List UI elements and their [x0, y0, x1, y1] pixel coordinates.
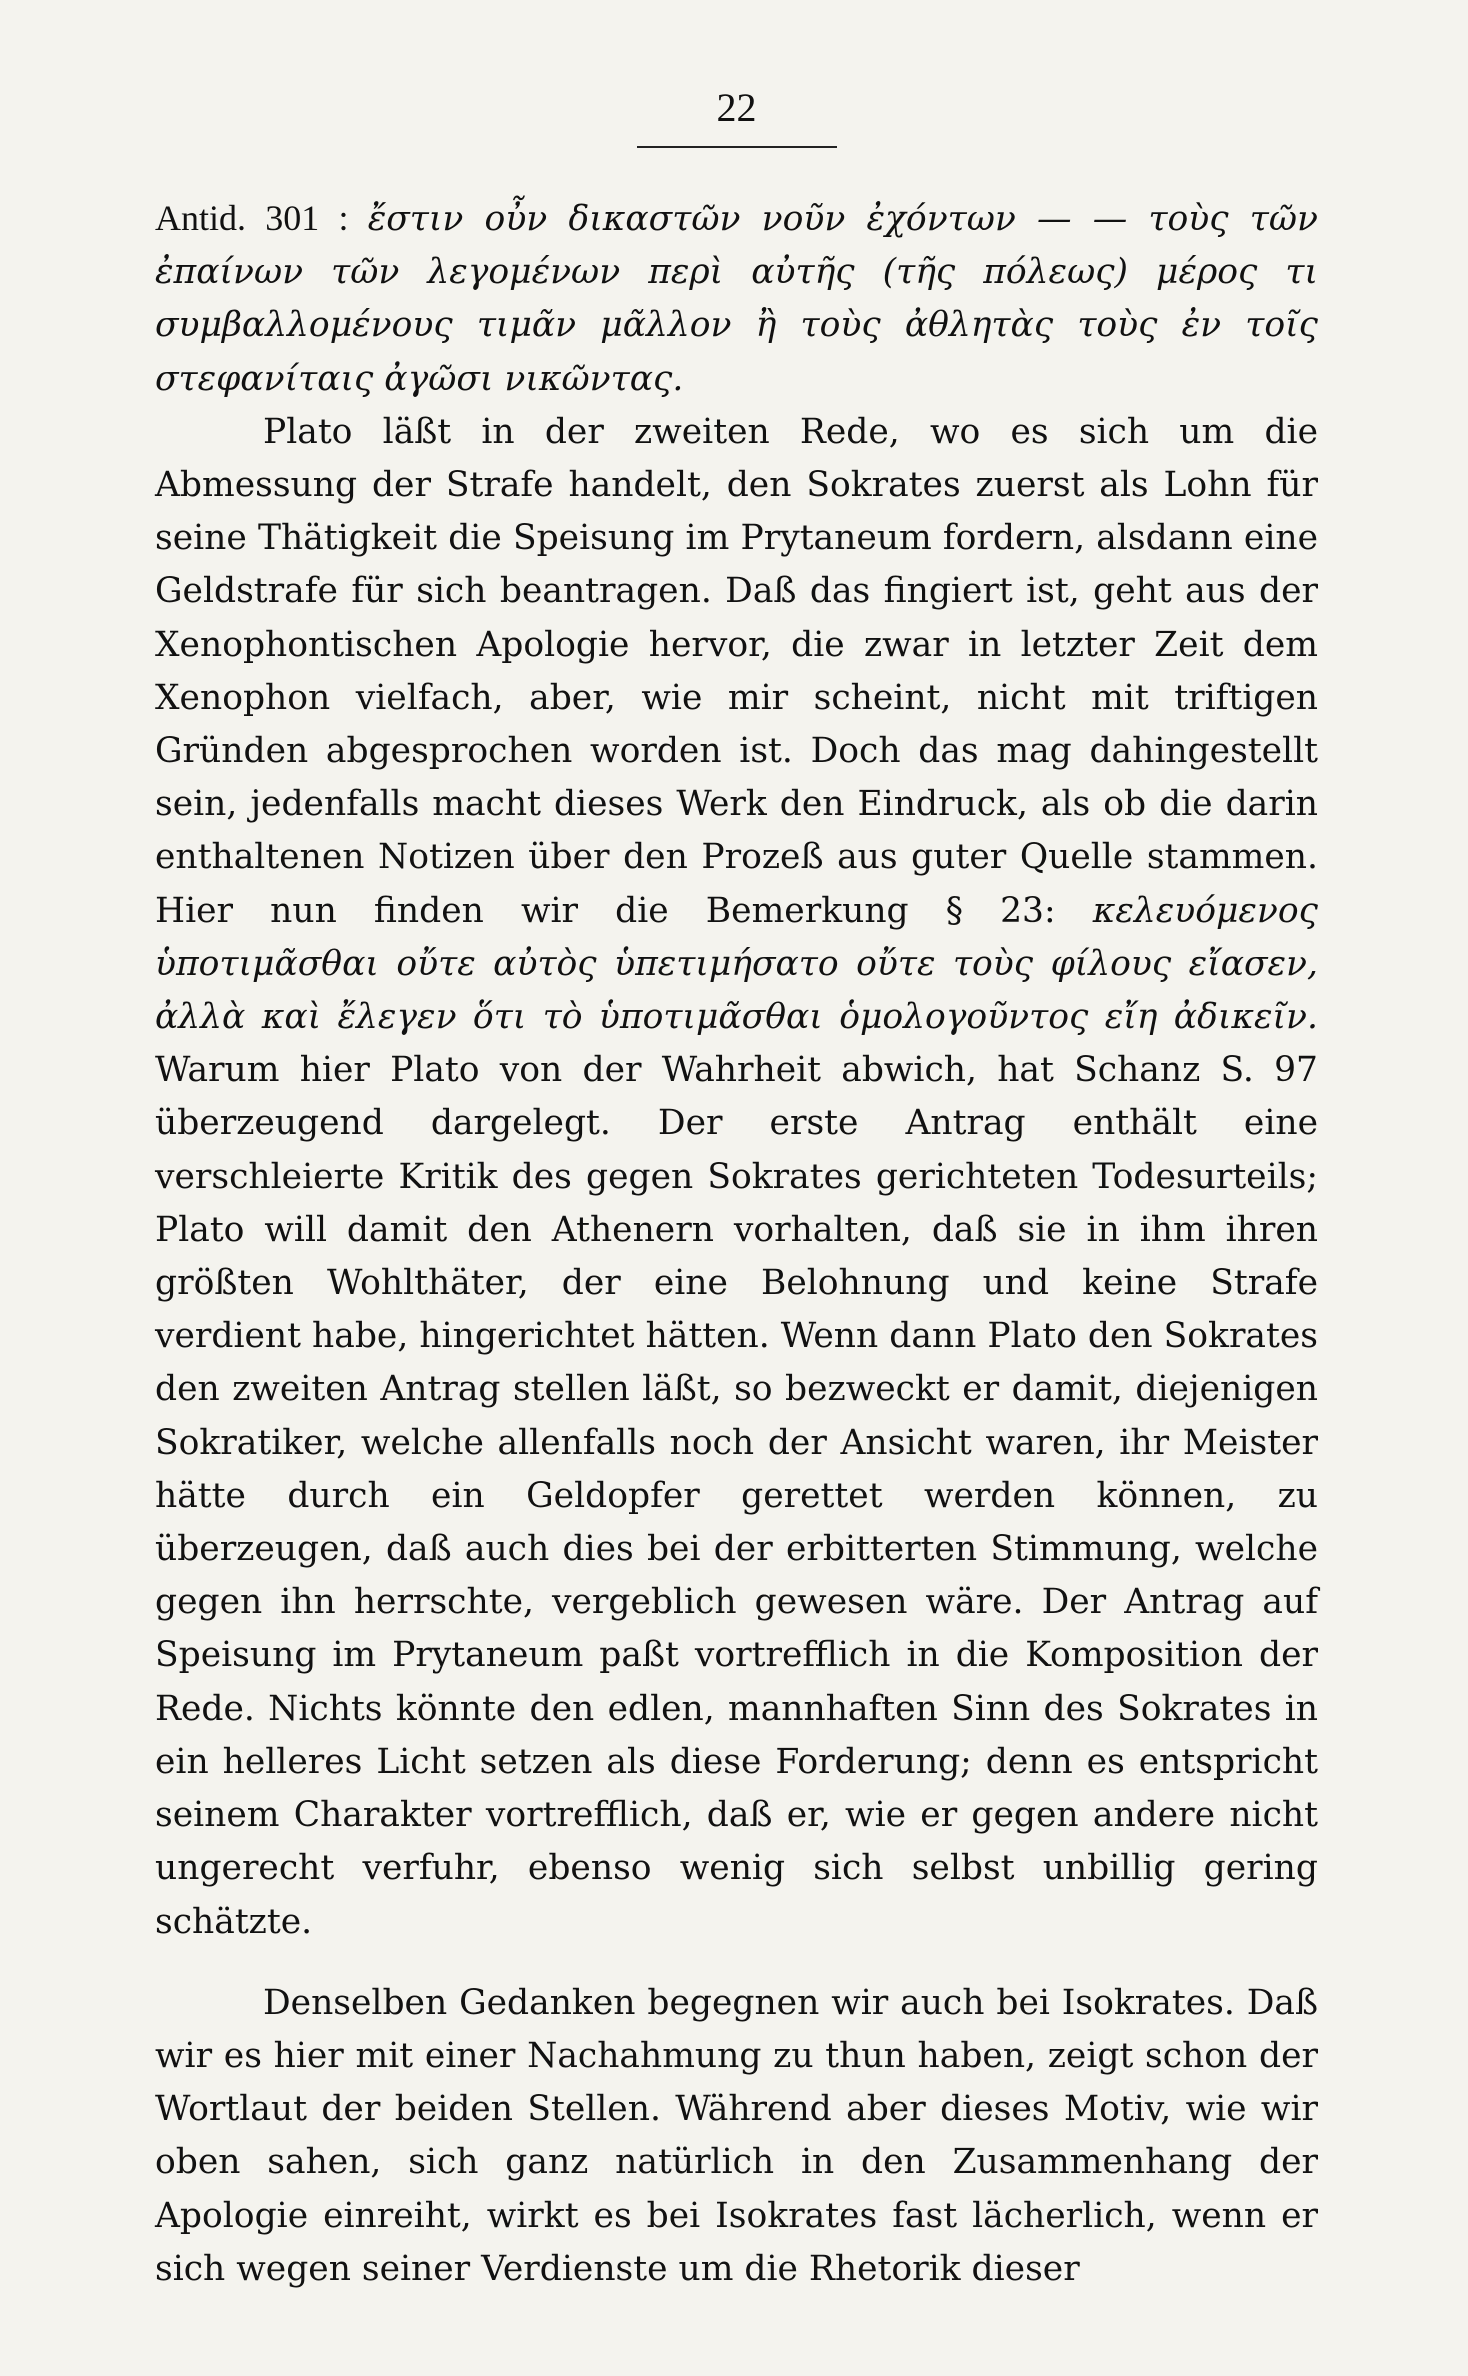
- greek-quotation: ἔστιν οὖν δικαστῶν νοῦν ἐχόντων — — τοὺς τῶν ἐπαίνων τῶν λεγομένων περὶ αὐτῆς (τῆς πόλεως) μέρος τι συμβαλλομένους τιμᾶν μᾶλλον ἢ τοὺς ἀθλητὰς τοὺς ἐν τοῖς στεφανίταις ἀγῶσι νικῶντας.: [155, 199, 1318, 399]
- paragraph-text: Plato läßt in der zweiten Rede, wo es sich um die Abmessung der Strafe handelt, den Sokrates zuerst als Lohn für seine Thätigkeit die Speisung im Prytaneum fordern, alsdann eine Geldstrafe für sich beantragen. Daß das fingiert ist, geht aus der Xenophontischen Apologie hervor, die zwar in letzter Zeit dem Xenophon vielfach, aber, wie mir scheint, nicht mit triftigen Gründen abgesprochen worden ist. Doch das mag dahingestellt sein, jedenfalls macht dieses Werk den Eindruck, als ob die darin enthaltenen Notizen über den Prozeß aus guter Quelle stammen. Hier nun finden wir die Bemerkung § 23:: [155, 411, 1318, 931]
- paragraph-quote: [155, 192, 1318, 406]
- body-text: [155, 192, 1318, 2296]
- paragraph-isokrates: [155, 1977, 1318, 2296]
- greek-quotation: κελευόμενος ὑποτιμᾶσθαι οὔτε αὐτὸς ὑπετιμήσατο οὔτε τοὺς φίλους εἴασεν, ἀλλὰ καὶ ἔλεγεν ὅτι τὸ ὑποτιμᾶσθαι ὁμολογοῦντος εἴη ἀδικεῖν.: [155, 890, 1318, 1038]
- paragraph-text: Denselben Gedanken begegnen wir auch bei Isokrates. Daß wir es hier mit einer Nachahmung zu thun haben, zeigt schon der Wortlaut der beiden Stellen. Während aber dieses Motiv, wie wir oben sahen, sich ganz natürlich in den Zusammenhang der Apologie einreiht, wirkt es bei Isokrates fast lächerlich, wenn er sich wegen seiner Verdienste um die Rhetorik dieser: [155, 1982, 1318, 2289]
- paragraph-plato: [155, 406, 1318, 1949]
- paragraph-text: Warum hier Plato von der Wahrheit abwich, hat Schanz S. 97 überzeugend dargelegt. Der erste Antrag enthält eine verschleierte Kritik des gegen Sokrates gerichteten Todesurteils; Plato will damit den Athenern vorhalten, daß sie in ihm ihren größten Wohlthäter, der eine Belohnung und keine Strafe verdient habe, hingerichtet hätten. Wenn dann Plato den Sokrates den zweiten Antrag stellen läßt, so bezweckt er damit, diejenigen Sokratiker, welche allenfalls noch der Ansicht waren, ihr Meister hätte durch ein Geldopfer gerettet werden können, zu überzeugen, daß auch dies bei der erbitterten Stimmung, welche gegen ihn herrschte, vergeblich gewesen wäre. Der Antrag auf Speisung im Prytaneum paßt vortrefflich in die Komposition der Rede. Nichts könnte den edlen, mannhaften Sinn des Sokrates in ein helleres Licht setzen als diese Forderung; denn es entspricht seinem Charakter vortrefflich, daß er, wie er gegen andere nicht ungerecht verfuhr, ebenso wenig sich selbst unbillig gering schätzte.: [155, 1050, 1318, 1942]
- citation-reference: Antid. 301 :: [155, 198, 368, 238]
- page-number: 22: [637, 88, 837, 148]
